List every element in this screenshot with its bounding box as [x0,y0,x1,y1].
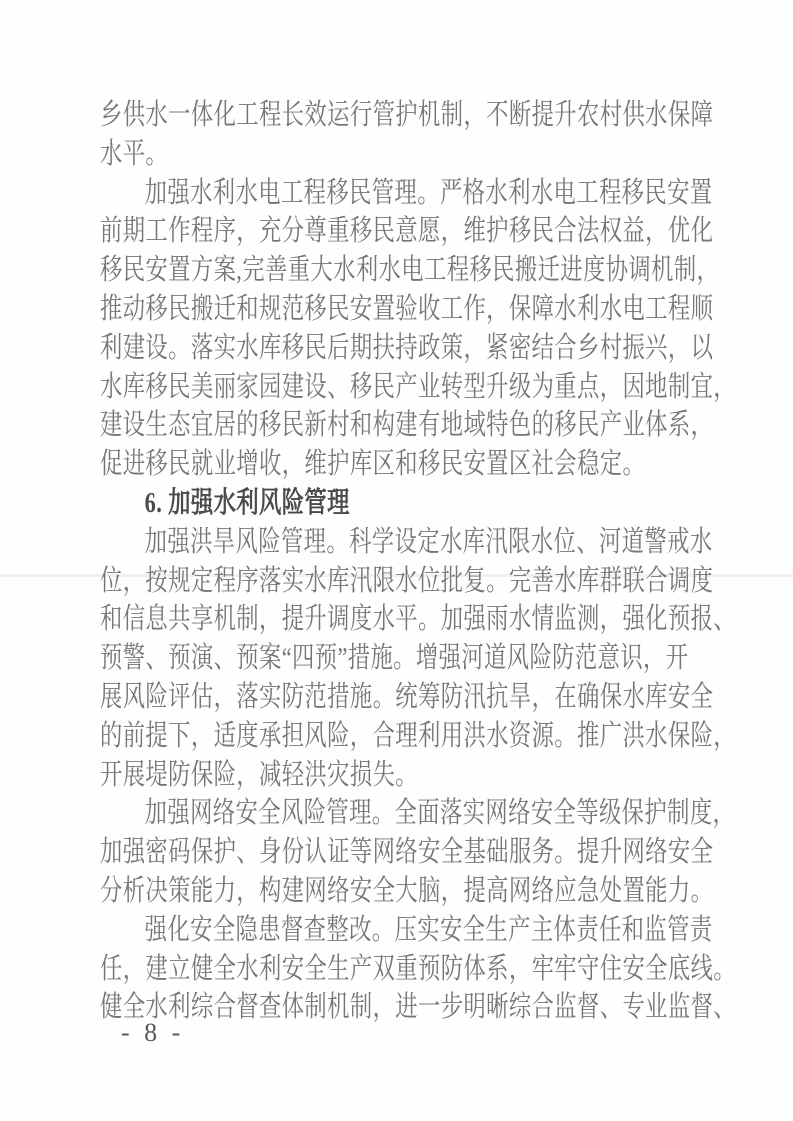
text-line: 移民安置方案,完善重大水利水电工程移民搬迁进度协调机制， [100,254,720,287]
text-line: 健全水利综合督查体制机制，进一步明晰综合监督、专业监督、 [100,991,737,1024]
paragraph-start-line: 加强网络安全风险管理。全面落实网络安全等级保护制度， [144,797,736,830]
text-line: 推动移民搬迁和规范移民安置验收工作，保障水利水电工程顺 [100,292,714,325]
paragraph-start-line: 强化安全隐患督查整改。压实安全生产主体责任和监管责 [144,913,713,946]
text-line: 的前提下，适度承担风险，合理利用洪水资源。推广洪水保险， [100,719,737,752]
text-line: 水平。 [100,137,169,170]
text-line: 预警、预演、预案“四预”措施。增强河道风险防范意识，开 [100,642,689,675]
text-line: 和信息共享机制，提升调度水平。加强雨水情监测，强化预报、 [100,603,737,636]
text-line: 展风险评估，落实防范措施。统筹防汛抗旱，在确保水库安全 [100,680,714,713]
text-line: 分析决策能力，构建网络安全大脑，提高网络应急处置能力。 [100,874,714,907]
page-number: - 8 - [121,1018,185,1047]
text-line: 建设生态宜居的移民新村和构建有地域特色的移民产业体系， [100,409,714,442]
text-line: 加强密码保护、身份认证等网络安全基础服务。提升网络安全 [100,836,714,869]
text-line: 开展堤防保险，减轻洪灾损失。 [100,758,419,791]
paragraph-start-line: 加强水利水电工程移民管理。严格水利水电工程移民安置 [144,176,713,209]
text-line: 位，按规定程序落实水库汛限水位批复。完善水库群联合调度 [100,564,714,597]
text-line: 利建设。落实水库移民后期扶持政策，紧密结合乡村振兴，以 [100,331,714,364]
text-line: 任，建立健全水利安全生产双重预防体系，牢牢守住安全底线。 [100,952,737,985]
text-line: 乡供水一体化工程长效运行管护机制，不断提升农村供水保障 [100,99,714,131]
text-line: 水库移民美丽家园建设、移民产业转型升级为重点，因地制宜， [100,370,737,403]
document-text-block [100,96,740,1027]
paragraph-start-line: 加强洪旱风险管理。科学设定水库汛限水位、河道警戒水 [144,525,713,558]
section-heading-6: 6. 加强水利风险管理 [144,486,350,519]
text-line: 前期工作程序，充分尊重移民意愿，维护移民合法权益，优化 [100,215,714,248]
text-line: 促进移民就业增收，维护库区和移民安置区社会稳定。 [100,448,646,481]
